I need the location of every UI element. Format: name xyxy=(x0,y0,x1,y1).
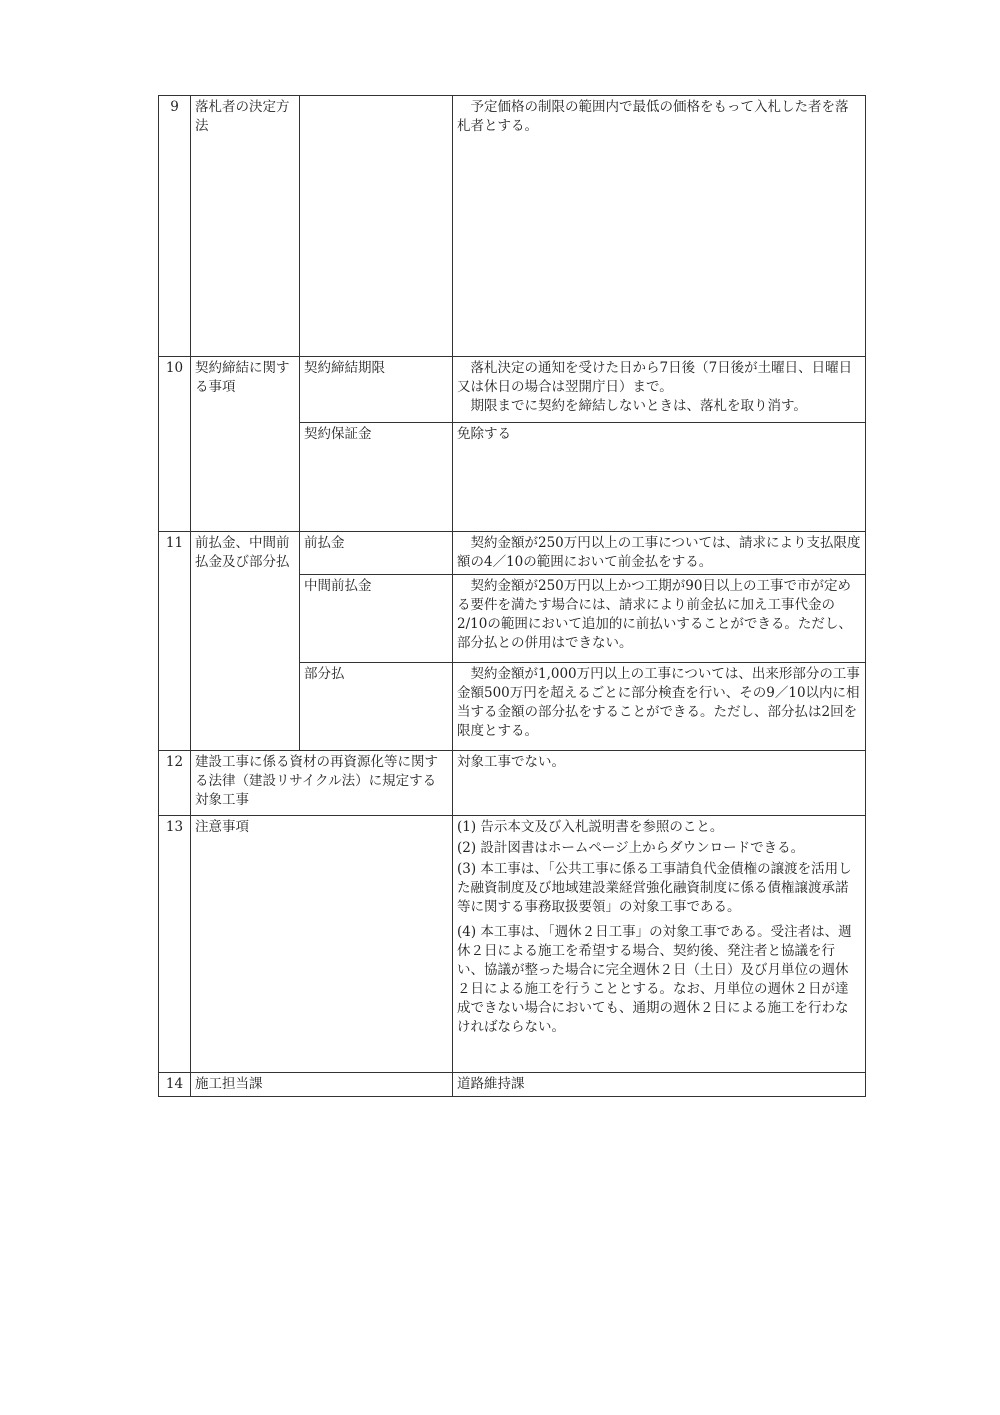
content-text: 落札決定の通知を受けた日から7日後（7日後が土曜日、日曜日又は休日の場合は翌開庁日）まで。 xyxy=(457,360,853,395)
table-row xyxy=(159,751,866,816)
row-number: 13 xyxy=(159,816,191,1073)
row-number: 11 xyxy=(159,532,191,751)
content-text: 契約金額が250万円以上かつ工期が90日以上の工事で市が定める要件を満たす場合には、請求により前金払に加え工事代金の2/10の範囲において追加的に前払いすることができる。ただし、部分払との併用はできない。 xyxy=(457,578,852,651)
item-content: 免除する xyxy=(453,423,866,532)
item-content xyxy=(453,816,866,1073)
table-row xyxy=(159,816,866,1073)
sub-item-label: 前払金 xyxy=(300,532,453,575)
table-row xyxy=(159,357,866,423)
row-number: 10 xyxy=(159,357,191,532)
row-number: 9 xyxy=(159,96,191,357)
item-label: 施工担当課 xyxy=(191,1073,453,1097)
conditions-table xyxy=(158,95,866,1097)
item-content xyxy=(453,96,866,357)
sub-item-label: 中間前払金 xyxy=(300,575,453,663)
note-item: (4) 本工事は、「週休２日工事」の対象工事である。受注者は、週休２日による施工を希望する場合、契約後、発注者と協議を行い、協議が整った場合に完全週休２日（土日）及び月単位の週休２日による施工を行うこととする。なお、月単位の週休２日が達成できない場合においても、通期の週休２日による施工を行わなければならない。 xyxy=(457,924,852,1035)
sub-item-label: 契約保証金 xyxy=(300,423,453,532)
item-content xyxy=(453,663,866,751)
sub-item-label: 部分払 xyxy=(300,663,453,751)
item-label: 落札者の決定方法 xyxy=(191,96,300,357)
item-content: 道路維持課 xyxy=(453,1073,866,1097)
table-row xyxy=(159,1073,866,1097)
note-item: (2) 設計図書はホームページ上からダウンロードできる。 xyxy=(457,840,805,856)
note-item: (3) 本工事は、「公共工事に係る工事請負代金債権の譲渡を活用した融資制度及び地域建設業経営強化融資制度に係る債権譲渡承諾等に関する事務取扱要領」の対象工事である。 xyxy=(457,861,852,915)
item-label: 建設工事に係る資材の再資源化等に関する法律（建設リサイクル法）に規定する対象工事 xyxy=(191,751,453,816)
item-label: 注意事項 xyxy=(191,816,453,1073)
sub-item-label: 契約締結期限 xyxy=(300,357,453,423)
item-content xyxy=(453,532,866,575)
note-item: (1) 告示本文及び入札説明書を参照のこと。 xyxy=(457,819,724,835)
content-text: 契約金額が250万円以上の工事については、請求により支払限度額の4／10の範囲において前金払をする。 xyxy=(457,535,861,570)
item-content xyxy=(453,357,866,423)
item-label: 契約締結に関する事項 xyxy=(191,357,300,532)
content-text: 予定価格の制限の範囲内で最低の価格をもって入札した者を落札者とする。 xyxy=(457,99,849,134)
item-label: 前払金、中間前払金及び部分払 xyxy=(191,532,300,751)
table-row xyxy=(159,96,866,357)
content-text: 契約金額が1,000万円以上の工事については、出来形部分の工事金額500万円を超えるごとに部分検査を行い、その9／10以内に相当する金額の部分払をすることができる。ただし、部分払は2回を限度とする。 xyxy=(457,666,860,739)
row-number: 14 xyxy=(159,1073,191,1097)
table-row xyxy=(159,532,866,575)
row-number: 12 xyxy=(159,751,191,816)
sub-item-label xyxy=(300,96,453,357)
item-content xyxy=(453,575,866,663)
content-text: 期限までに契約を締結しないときは、落札を取り消す。 xyxy=(470,398,807,414)
item-content: 対象工事でない。 xyxy=(453,751,866,816)
